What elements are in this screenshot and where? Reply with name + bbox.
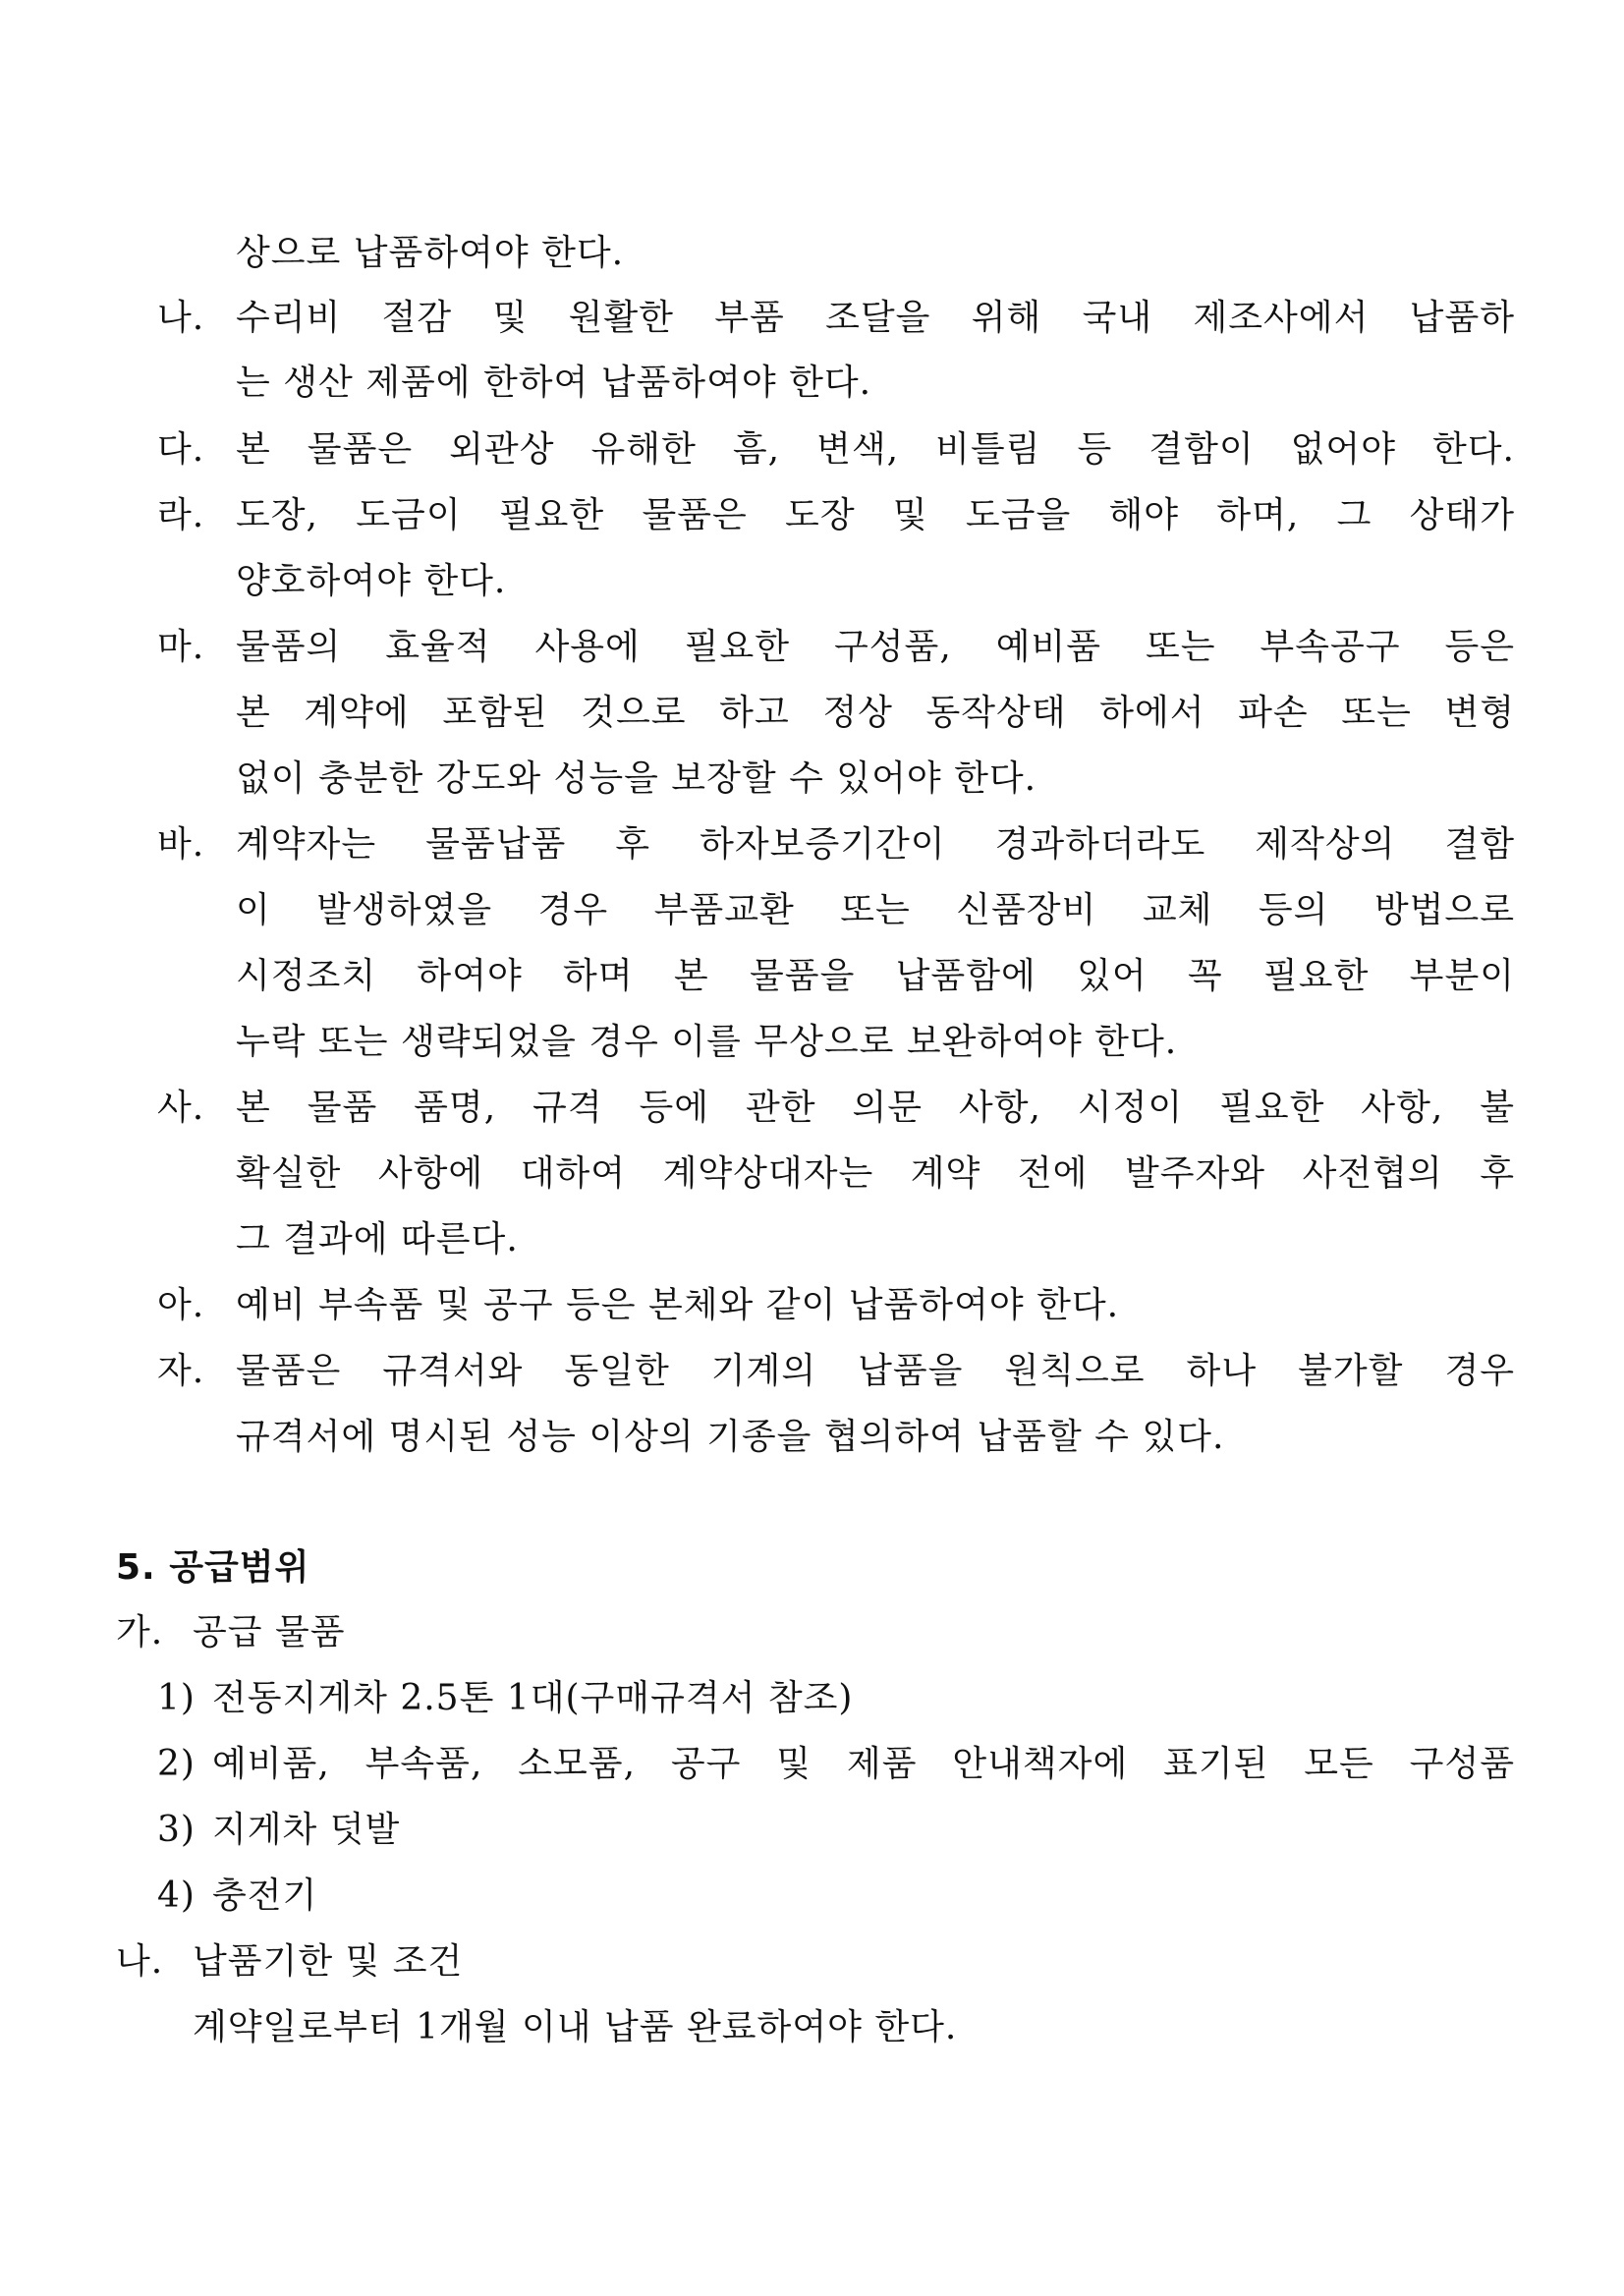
clause-sa-line-3: 그 결과에 따른다. xyxy=(236,1219,519,1260)
clause-sa-line-2: 확실한 사항에 대하여 계약상대자는 계약 전에 발주자와 사전협의 후 xyxy=(236,1153,1515,1194)
clause-ja-line-1: 물품은 규격서와 동일한 기계의 납품을 원칙으로 하나 불가할 경우 xyxy=(236,1351,1515,1391)
supply-item-num-3: 3) xyxy=(157,1810,196,1850)
clause-ra-line-1: 도장, 도금이 필요한 물품은 도장 및 도금을 해야 하며, 그 상태가 xyxy=(236,495,1515,535)
clause-ja-line-2: 규격서에 명시된 성능 이상의 기종을 협의하여 납품할 수 있다. xyxy=(236,1417,1225,1457)
clause-na-line-2: 는 생산 제품에 한하여 납품하여야 한다. xyxy=(236,363,872,403)
clause-ba-line-1: 계약자는 물품납품 후 하자보증기간이 경과하더라도 제작상의 결함 xyxy=(236,824,1515,865)
supply-item-1: 전동지게차 2.5톤 1대(구매규격서 참조) xyxy=(212,1678,854,1718)
clause-marker-na: 나. xyxy=(157,298,205,338)
supply-item-num-1: 1) xyxy=(157,1678,196,1718)
clause-marker-da: 다. xyxy=(157,429,205,470)
clause-a-line-1: 예비 부속품 및 공구 등은 본체와 같이 납품하여야 한다. xyxy=(236,1285,1120,1325)
clause-marker-ma: 마. xyxy=(157,627,205,667)
clause-marker-ba: 바. xyxy=(157,824,205,865)
section-heading-supply-scope: 5. 공급범위 xyxy=(116,1547,310,1588)
clause-ba-line-2: 이 발생하였을 경우 부품교환 또는 신품장비 교체 등의 방법으로 xyxy=(236,890,1515,930)
clause-marker-sa: 사. xyxy=(157,1088,205,1128)
clause-marker-a: 아. xyxy=(157,1285,205,1325)
sub-marker-na: 나. xyxy=(116,1941,164,1982)
clause-ma-line-1: 물품의 효율적 사용에 필요한 구성품, 예비품 또는 부속공구 등은 xyxy=(236,627,1515,667)
clause-ma-line-2: 본 계약에 포함된 것으로 하고 정상 동작상태 하에서 파손 또는 변형 xyxy=(236,693,1515,733)
clause-ma-line-3: 없이 충분한 강도와 성능을 보장할 수 있어야 한다. xyxy=(236,758,1037,799)
supply-item-num-2: 2) xyxy=(157,1744,196,1784)
supply-item-2: 예비품, 부속품, 소모품, 공구 및 제품 안내책자에 표기된 모든 구성품 xyxy=(212,1744,1515,1784)
clause-ba-line-3: 시정조치 하여야 하며 본 물품을 납품함에 있어 꼭 필요한 부분이 xyxy=(236,956,1515,996)
clause-ra-line-2: 양호하여야 한다. xyxy=(236,561,507,601)
clause-marker-ja: 자. xyxy=(157,1351,205,1391)
supply-item-3: 지게차 덧발 xyxy=(212,1810,401,1850)
delivery-terms-body: 계약일로부터 1개월 이내 납품 완료하여야 한다. xyxy=(193,2007,958,2047)
clause-marker-ra: 라. xyxy=(157,495,205,535)
clause-da-line-1: 본 물품은 외관상 유해한 흠, 변색, 비틀림 등 결함이 없어야 한다. xyxy=(236,429,1515,470)
sub-title-supply-items: 공급 물품 xyxy=(193,1612,346,1652)
continuation-line: 상으로 납품하여야 한다. xyxy=(236,233,625,273)
supply-item-num-4: 4) xyxy=(157,1876,196,1916)
clause-ba-line-4: 누락 또는 생략되었을 경우 이를 무상으로 보완하여야 한다. xyxy=(236,1022,1178,1062)
supply-item-4: 충전기 xyxy=(212,1876,318,1916)
clause-sa-line-1: 본 물품 품명, 규격 등에 관한 의문 사항, 시정이 필요한 사항, 불 xyxy=(236,1088,1515,1128)
sub-title-delivery-terms: 납품기한 및 조건 xyxy=(193,1941,464,1982)
sub-marker-ga: 가. xyxy=(116,1612,164,1652)
clause-na-line-1: 수리비 절감 및 원활한 부품 조달을 위해 국내 제조사에서 납품하 xyxy=(236,298,1515,338)
